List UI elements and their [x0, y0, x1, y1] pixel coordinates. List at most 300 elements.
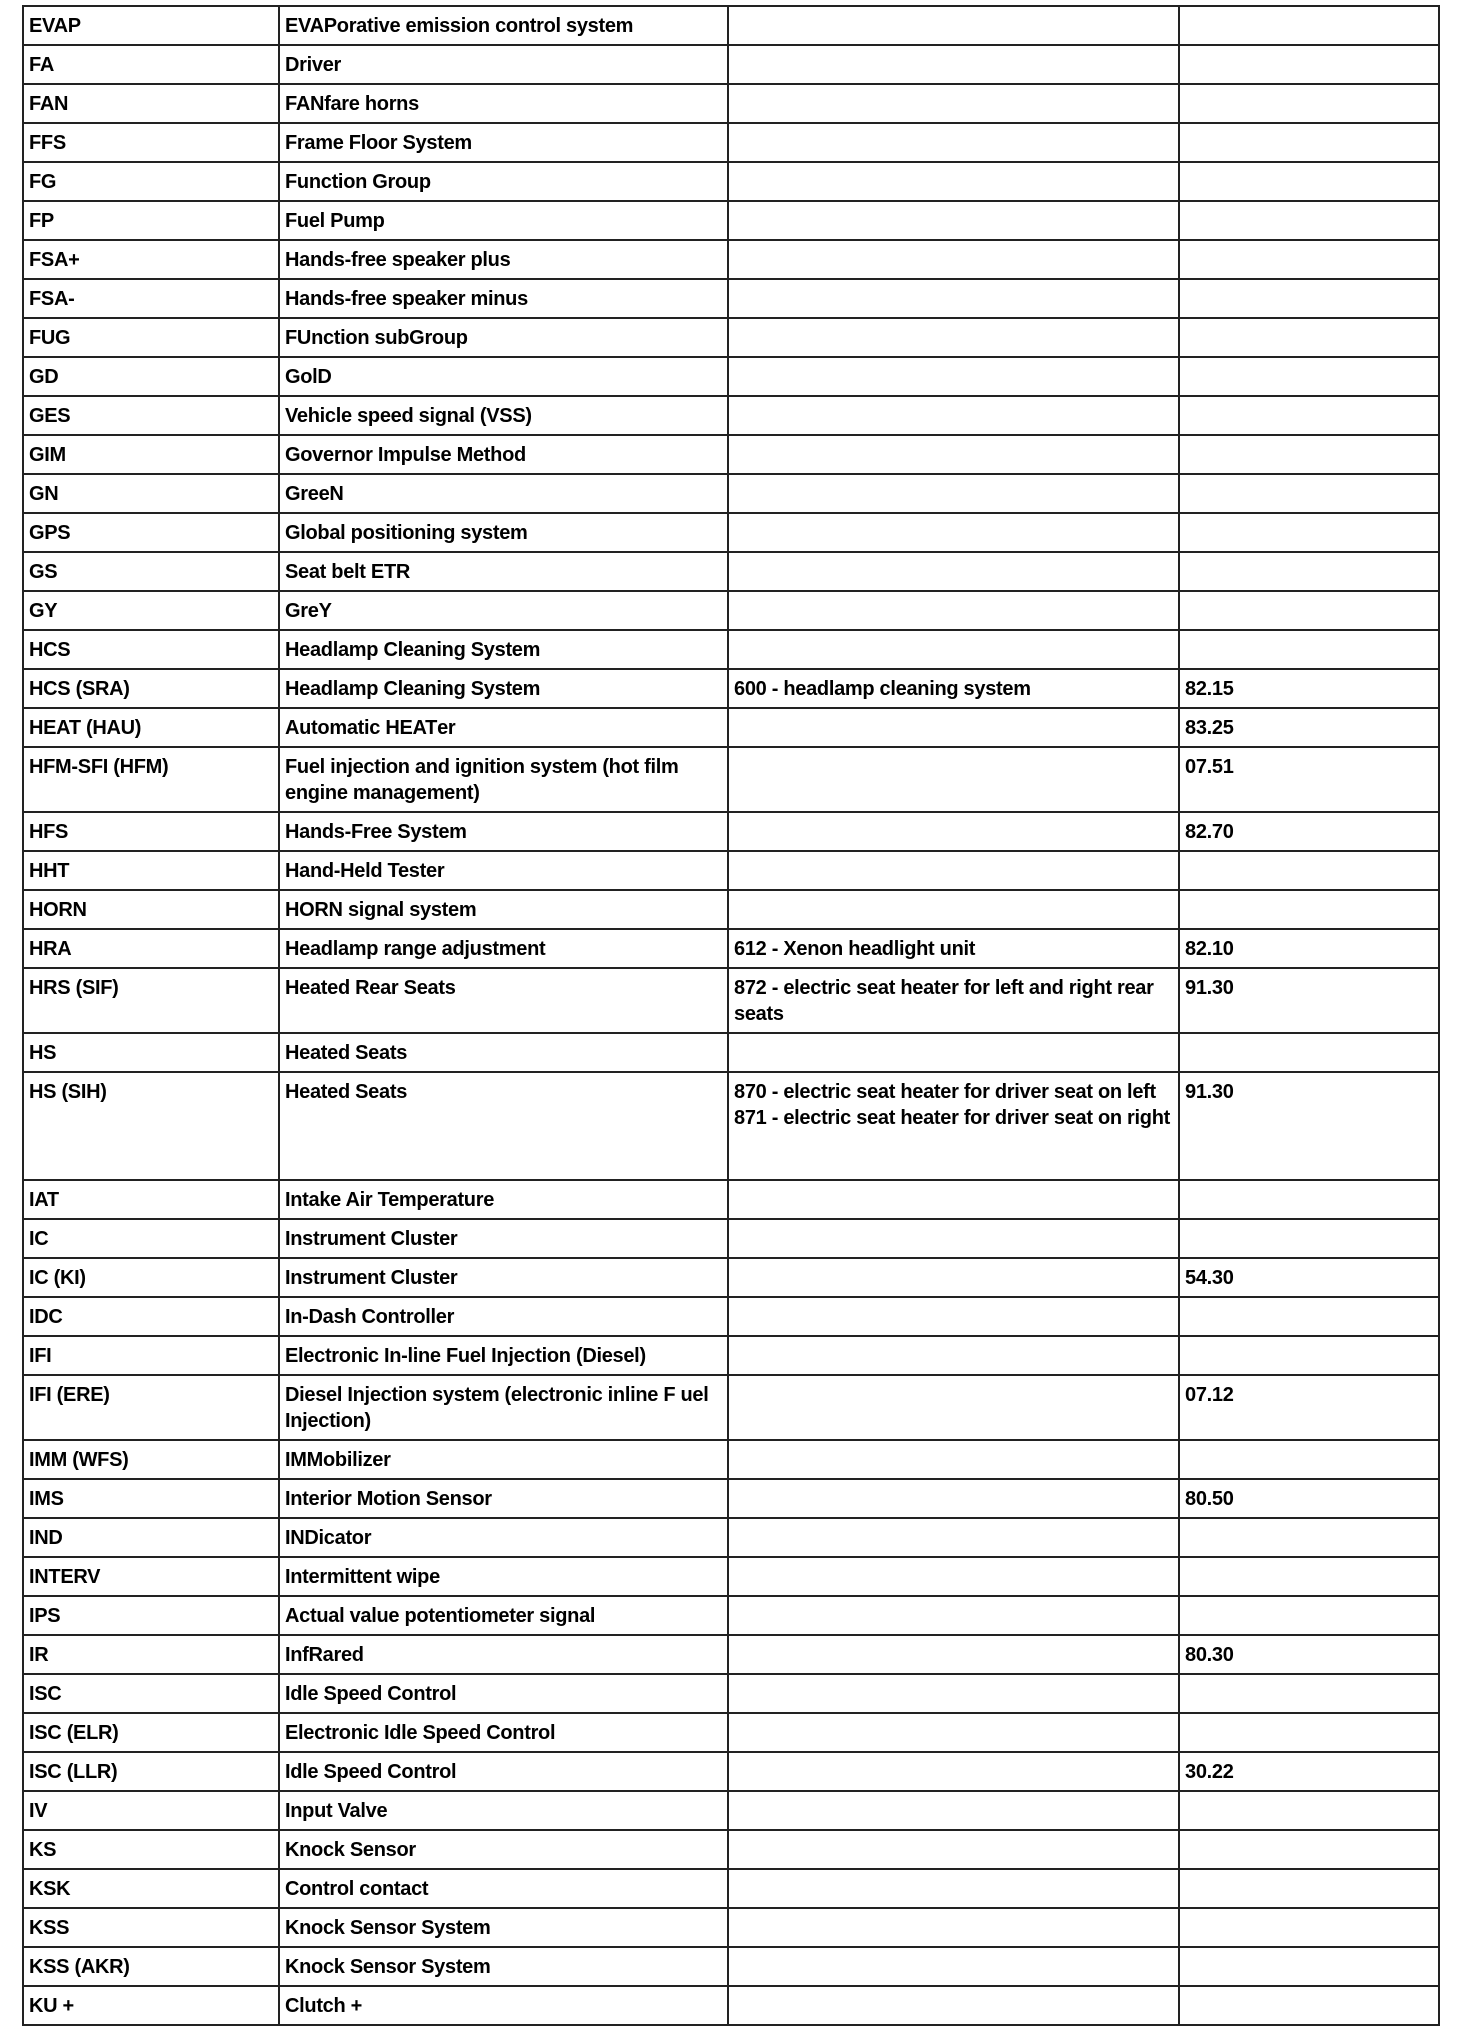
equipment-code-cell — [728, 1869, 1179, 1908]
meaning-cell — [279, 240, 728, 279]
equipment-code-cell — [728, 1908, 1179, 1947]
table-row — [23, 1258, 1439, 1297]
abbreviation-cell: KSK — [23, 1869, 279, 1908]
table-row — [23, 1596, 1439, 1635]
abbreviation-cell: KS — [23, 1830, 279, 1869]
table-row — [23, 1336, 1439, 1375]
table-row — [23, 6, 1439, 45]
table-row — [23, 84, 1439, 123]
meaning-text: Intermittent wipe — [285, 1566, 440, 1588]
function-group-cell: 80.30 — [1179, 1635, 1439, 1674]
function-group-cell — [1179, 1596, 1439, 1635]
function-group-cell — [1179, 1440, 1439, 1479]
function-group-cell — [1179, 591, 1439, 630]
equipment-code-cell — [728, 1752, 1179, 1791]
abbreviation-cell: HRA — [23, 929, 279, 968]
equipment-code-cell — [728, 84, 1179, 123]
function-group-cell — [1179, 318, 1439, 357]
meaning-cell — [279, 1297, 728, 1336]
meaning-cell — [279, 1033, 728, 1072]
equipment-code-cell — [728, 1219, 1179, 1258]
meaning-cell — [279, 968, 728, 1033]
meaning-text: Vehicle speed signal (VSS) — [285, 405, 532, 427]
meaning-cell — [279, 708, 728, 747]
meaning-cell — [279, 45, 728, 84]
equipment-code-cell — [728, 1297, 1179, 1336]
meaning-cell — [279, 1713, 728, 1752]
abbreviation-cell: FSA- — [23, 279, 279, 318]
abbreviation-cell: HFM-SFI (HFM) — [23, 747, 279, 812]
table-row — [23, 1947, 1439, 1986]
equipment-code-cell — [728, 513, 1179, 552]
table-row — [23, 812, 1439, 851]
equipment-code-cell — [728, 201, 1179, 240]
function-group-cell — [1179, 1518, 1439, 1557]
abbreviation-table — [22, 5, 1440, 2026]
table-row — [23, 929, 1439, 968]
equipment-code-cell — [728, 435, 1179, 474]
function-group-cell — [1179, 552, 1439, 591]
abbreviation-cell: IPS — [23, 1596, 279, 1635]
meaning-emphasis: IMM — [285, 1449, 323, 1471]
meaning-text: Hands-free speaker plus — [285, 249, 511, 271]
abbreviation-cell: GN — [23, 474, 279, 513]
meaning-cell — [279, 1258, 728, 1297]
meaning-text: Instrument Cluster — [285, 1228, 458, 1250]
function-group-cell — [1179, 474, 1439, 513]
abbreviation-cell: KSS (AKR) — [23, 1947, 279, 1986]
function-group-cell — [1179, 240, 1439, 279]
equipment-code-cell — [728, 357, 1179, 396]
meaning-text: Hand-Held Tester — [285, 860, 445, 882]
abbreviation-cell: FA — [23, 45, 279, 84]
function-group-cell — [1179, 123, 1439, 162]
table-row — [23, 1752, 1439, 1791]
meaning-cell — [279, 1375, 728, 1440]
table-row — [23, 45, 1439, 84]
meaning-cell — [279, 630, 728, 669]
meaning-cell — [279, 513, 728, 552]
function-group-cell — [1179, 279, 1439, 318]
function-group-cell: 91.30 — [1179, 968, 1439, 1033]
equipment-code-cell — [728, 45, 1179, 84]
meaning-cell — [279, 279, 728, 318]
function-group-cell: 91.30 — [1179, 1072, 1439, 1180]
function-group-cell: 83.25 — [1179, 708, 1439, 747]
meaning-cell — [279, 1752, 728, 1791]
equipment-code-cell — [728, 1986, 1179, 2025]
abbreviation-cell: IDC — [23, 1297, 279, 1336]
abbreviation-cell: FAN — [23, 84, 279, 123]
abbreviation-cell: GPS — [23, 513, 279, 552]
meaning-text: Electronic Idle Speed Control — [285, 1722, 556, 1744]
table-row — [23, 1713, 1439, 1752]
abbreviation-cell: HCS — [23, 630, 279, 669]
abbreviation-cell: IV — [23, 1791, 279, 1830]
abbreviation-cell: EVAP — [23, 6, 279, 45]
meaning-cell — [279, 162, 728, 201]
equipment-code-cell — [728, 1518, 1179, 1557]
meaning-text: Seat belt ETR — [285, 561, 411, 583]
meaning-cell — [279, 357, 728, 396]
meaning-cell — [279, 396, 728, 435]
meaning-emphasis: GreY — [285, 600, 332, 622]
equipment-code-cell — [728, 708, 1179, 747]
table-row — [23, 123, 1439, 162]
equipment-code-cell — [728, 396, 1179, 435]
meaning-text: fare horns — [324, 93, 419, 115]
equipment-code-cell — [728, 1440, 1179, 1479]
meaning-text: InfRared — [285, 1644, 364, 1666]
function-group-cell: 80.50 — [1179, 1479, 1439, 1518]
meaning-emphasis: EVAP — [285, 15, 337, 37]
abbreviation-cell: HORN — [23, 890, 279, 929]
table-row — [23, 513, 1439, 552]
table-row — [23, 669, 1439, 708]
table-row — [23, 240, 1439, 279]
equipment-code-cell — [728, 851, 1179, 890]
function-group-cell — [1179, 1986, 1439, 2025]
meaning-text: er — [437, 717, 456, 739]
function-group-cell: 30.22 — [1179, 1752, 1439, 1791]
abbreviation-cell: IC (KI) — [23, 1258, 279, 1297]
equipment-code-cell — [728, 1258, 1179, 1297]
abbreviation-cell: GIM — [23, 435, 279, 474]
meaning-text: nction sub — [311, 327, 410, 349]
meaning-text: Diesel Injection system (electronic inline F uel Injection) — [285, 1384, 709, 1432]
table-row — [23, 201, 1439, 240]
abbreviation-cell: FG — [23, 162, 279, 201]
meaning-cell — [279, 474, 728, 513]
meaning-text: Headlamp range adjustment — [285, 938, 546, 960]
abbreviation-cell: GS — [23, 552, 279, 591]
abbreviation-cell: IFI — [23, 1336, 279, 1375]
meaning-cell — [279, 1830, 728, 1869]
meaning-text: Headlamp Cleaning System — [285, 639, 541, 661]
equipment-code-text: 870 - electric seat heater for driver seat on left — [734, 1081, 1156, 1103]
equipment-code-cell — [728, 1674, 1179, 1713]
table-row — [23, 630, 1439, 669]
meaning-text: Electronic In-line Fuel Injection (Diesel) — [285, 1345, 646, 1367]
meaning-cell — [279, 552, 728, 591]
meaning-cell — [279, 1596, 728, 1635]
equipment-code-cell — [728, 1947, 1179, 1986]
meaning-cell — [279, 591, 728, 630]
abbreviation-cell: HCS (SRA) — [23, 669, 279, 708]
abbreviation-cell: IMM (WFS) — [23, 1440, 279, 1479]
meaning-cell — [279, 1635, 728, 1674]
function-group-cell — [1179, 357, 1439, 396]
meaning-cell — [279, 1440, 728, 1479]
meaning-text: Frame Floor System — [285, 132, 472, 154]
abbreviation-cell: HHT — [23, 851, 279, 890]
equipment-code-cell — [728, 1479, 1179, 1518]
meaning-cell — [279, 1479, 728, 1518]
table-row — [23, 747, 1439, 812]
meaning-text: Knock Sensor System — [285, 1917, 491, 1939]
function-group-cell — [1179, 630, 1439, 669]
abbreviation-cell: GY — [23, 591, 279, 630]
meaning-text: Headlamp Cleaning System — [285, 678, 541, 700]
equipment-code-cell — [728, 591, 1179, 630]
equipment-code-cell — [728, 162, 1179, 201]
meaning-text: obilizer — [322, 1449, 391, 1471]
meaning-cell — [279, 747, 728, 812]
table-row — [23, 357, 1439, 396]
equipment-code-cell — [728, 279, 1179, 318]
table-row — [23, 1072, 1439, 1180]
meaning-cell — [279, 6, 728, 45]
function-group-cell: 82.70 — [1179, 812, 1439, 851]
function-group-cell — [1179, 1557, 1439, 1596]
abbreviation-cell: HS (SIH) — [23, 1072, 279, 1180]
meaning-text: orative emission control system — [336, 15, 634, 37]
equipment-code-cell — [728, 474, 1179, 513]
abbreviation-table-page — [22, 5, 1438, 2026]
function-group-cell — [1179, 45, 1439, 84]
table-row — [23, 890, 1439, 929]
meaning-cell — [279, 123, 728, 162]
equipment-code-cell — [728, 1830, 1179, 1869]
table-row — [23, 1219, 1439, 1258]
equipment-code-text: 871 - electric seat heater for driver seat on right — [734, 1107, 1170, 1129]
equipment-code-cell — [728, 1713, 1179, 1752]
table-row — [23, 162, 1439, 201]
meaning-text: Knock Sensor — [285, 1839, 416, 1861]
meaning-cell — [279, 1791, 728, 1830]
abbreviation-cell: ISC — [23, 1674, 279, 1713]
equipment-code-cell — [728, 968, 1179, 1033]
meaning-cell — [279, 1180, 728, 1219]
meaning-text: Knock Sensor System — [285, 1956, 491, 1978]
abbreviation-cell: GD — [23, 357, 279, 396]
function-group-cell — [1179, 1713, 1439, 1752]
meaning-text: Intake Air Temperature — [285, 1189, 495, 1211]
table-row — [23, 396, 1439, 435]
table-row — [23, 1518, 1439, 1557]
function-group-cell — [1179, 1947, 1439, 1986]
meaning-cell — [279, 812, 728, 851]
table-row — [23, 318, 1439, 357]
function-group-cell — [1179, 1219, 1439, 1258]
function-group-cell — [1179, 1336, 1439, 1375]
function-group-cell: 07.12 — [1179, 1375, 1439, 1440]
meaning-text: roup — [424, 327, 468, 349]
function-group-cell: 07.51 — [1179, 747, 1439, 812]
table-row — [23, 1830, 1439, 1869]
equipment-code-cell — [728, 6, 1179, 45]
function-group-cell — [1179, 6, 1439, 45]
equipment-code-cell — [728, 630, 1179, 669]
function-group-cell — [1179, 1674, 1439, 1713]
abbreviation-cell: IR — [23, 1635, 279, 1674]
meaning-text: Function Group — [285, 171, 431, 193]
abbreviation-cell: GES — [23, 396, 279, 435]
abbreviation-cell: IFI (ERE) — [23, 1375, 279, 1440]
table-row — [23, 591, 1439, 630]
equipment-code-cell — [728, 1596, 1179, 1635]
meaning-emphasis: FU — [285, 327, 312, 349]
meaning-cell — [279, 318, 728, 357]
table-row — [23, 1297, 1439, 1336]
table-row — [23, 1479, 1439, 1518]
function-group-cell — [1179, 201, 1439, 240]
meaning-text: Instrument Cluster — [285, 1267, 458, 1289]
equipment-code-cell — [728, 1072, 1179, 1180]
equipment-code-cell — [728, 123, 1179, 162]
function-group-cell — [1179, 513, 1439, 552]
meaning-text: Heated Rear Seats — [285, 977, 456, 999]
meaning-emphasis: IND — [285, 1527, 319, 1549]
abbreviation-cell: HFS — [23, 812, 279, 851]
meaning-cell — [279, 1518, 728, 1557]
meaning-cell — [279, 1557, 728, 1596]
meaning-text: Idle Speed Control — [285, 1683, 457, 1705]
equipment-code-text: 872 - electric seat heater for left and right rear seats — [734, 977, 1154, 1025]
abbreviation-cell: IAT — [23, 1180, 279, 1219]
function-group-cell — [1179, 1908, 1439, 1947]
table-body — [23, 6, 1439, 2025]
table-row — [23, 1635, 1439, 1674]
meaning-emphasis: GolD — [285, 366, 332, 388]
meaning-text: Interior Motion Sensor — [285, 1488, 492, 1510]
table-row — [23, 1180, 1439, 1219]
equipment-code-cell — [728, 552, 1179, 591]
table-row — [23, 1557, 1439, 1596]
equipment-code-cell — [728, 318, 1179, 357]
table-row — [23, 279, 1439, 318]
function-group-cell — [1179, 84, 1439, 123]
meaning-emphasis: HORN — [285, 899, 343, 921]
function-group-cell: 82.15 — [1179, 669, 1439, 708]
table-row — [23, 1440, 1439, 1479]
meaning-cell — [279, 1336, 728, 1375]
function-group-cell — [1179, 396, 1439, 435]
equipment-code-text: 600 - headlamp cleaning system — [734, 678, 1031, 700]
table-row — [23, 1033, 1439, 1072]
meaning-text: Clutch + — [285, 1995, 363, 2017]
table-row — [23, 474, 1439, 513]
meaning-text: Heated Seats — [285, 1081, 408, 1103]
meaning-text: Heated Seats — [285, 1042, 408, 1064]
function-group-cell — [1179, 890, 1439, 929]
meaning-cell — [279, 1908, 728, 1947]
meaning-text: Global positioning system — [285, 522, 528, 544]
meaning-cell — [279, 890, 728, 929]
abbreviation-cell: IC — [23, 1219, 279, 1258]
function-group-cell — [1179, 1791, 1439, 1830]
meaning-cell — [279, 1947, 728, 1986]
abbreviation-cell: IMS — [23, 1479, 279, 1518]
abbreviation-cell: FSA+ — [23, 240, 279, 279]
meaning-emphasis: GreeN — [285, 483, 344, 505]
meaning-cell — [279, 851, 728, 890]
meaning-text: Control contact — [285, 1878, 429, 1900]
meaning-cell — [279, 84, 728, 123]
meaning-text: Idle Speed Control — [285, 1761, 457, 1783]
function-group-cell — [1179, 1830, 1439, 1869]
equipment-code-cell — [728, 929, 1179, 968]
abbreviation-cell: HRS (SIF) — [23, 968, 279, 1033]
meaning-text: In-Dash Controller — [285, 1306, 455, 1328]
equipment-code-cell — [728, 1180, 1179, 1219]
abbreviation-cell: FP — [23, 201, 279, 240]
table-row — [23, 968, 1439, 1033]
abbreviation-cell: ISC (ELR) — [23, 1713, 279, 1752]
function-group-cell — [1179, 1180, 1439, 1219]
function-group-cell — [1179, 435, 1439, 474]
meaning-text: Governor Impulse Method — [285, 444, 526, 466]
equipment-code-text: 612 - Xenon headlight unit — [734, 938, 976, 960]
table-row — [23, 1986, 1439, 2025]
table-row — [23, 1791, 1439, 1830]
function-group-cell — [1179, 1033, 1439, 1072]
meaning-text: Input Valve — [285, 1800, 388, 1822]
equipment-code-cell — [728, 1033, 1179, 1072]
meaning-text: Actual value potentiometer signal — [285, 1605, 596, 1627]
meaning-cell — [279, 1869, 728, 1908]
meaning-cell — [279, 435, 728, 474]
meaning-text: Hands-Free System — [285, 821, 467, 843]
table-row — [23, 1869, 1439, 1908]
meaning-cell — [279, 929, 728, 968]
abbreviation-cell: IND — [23, 1518, 279, 1557]
meaning-cell — [279, 1219, 728, 1258]
function-group-cell — [1179, 1297, 1439, 1336]
function-group-cell: 82.10 — [1179, 929, 1439, 968]
table-row — [23, 1375, 1439, 1440]
equipment-code-cell — [728, 1336, 1179, 1375]
meaning-text: signal system — [342, 899, 477, 921]
table-row — [23, 1674, 1439, 1713]
abbreviation-cell: FUG — [23, 318, 279, 357]
function-group-cell: 54.30 — [1179, 1258, 1439, 1297]
meaning-text: icator — [318, 1527, 372, 1549]
meaning-emphasis: FAN — [285, 93, 325, 115]
equipment-code-cell — [728, 747, 1179, 812]
meaning-cell — [279, 1072, 728, 1180]
meaning-text: Hands-free speaker minus — [285, 288, 528, 310]
table-row — [23, 851, 1439, 890]
equipment-code-cell — [728, 1375, 1179, 1440]
abbreviation-cell: HEAT (HAU) — [23, 708, 279, 747]
function-group-cell — [1179, 162, 1439, 201]
meaning-text: Driver — [285, 54, 342, 76]
meaning-cell — [279, 201, 728, 240]
abbreviation-cell: KSS — [23, 1908, 279, 1947]
table-row — [23, 708, 1439, 747]
table-row — [23, 1908, 1439, 1947]
equipment-code-cell — [728, 240, 1179, 279]
meaning-cell — [279, 1986, 728, 2025]
meaning-cell — [279, 1674, 728, 1713]
equipment-code-cell — [728, 669, 1179, 708]
function-group-cell — [1179, 851, 1439, 890]
equipment-code-cell — [728, 1635, 1179, 1674]
abbreviation-cell: FFS — [23, 123, 279, 162]
abbreviation-cell: KU + — [23, 1986, 279, 2025]
function-group-cell — [1179, 1869, 1439, 1908]
equipment-code-cell — [728, 1557, 1179, 1596]
abbreviation-cell: HS — [23, 1033, 279, 1072]
meaning-cell — [279, 669, 728, 708]
table-row — [23, 552, 1439, 591]
abbreviation-cell: INTERV — [23, 1557, 279, 1596]
meaning-text: Fuel Pump — [285, 210, 385, 232]
equipment-code-cell — [728, 890, 1179, 929]
abbreviation-cell: ISC (LLR) — [23, 1752, 279, 1791]
meaning-text: Automatic — [285, 717, 386, 739]
